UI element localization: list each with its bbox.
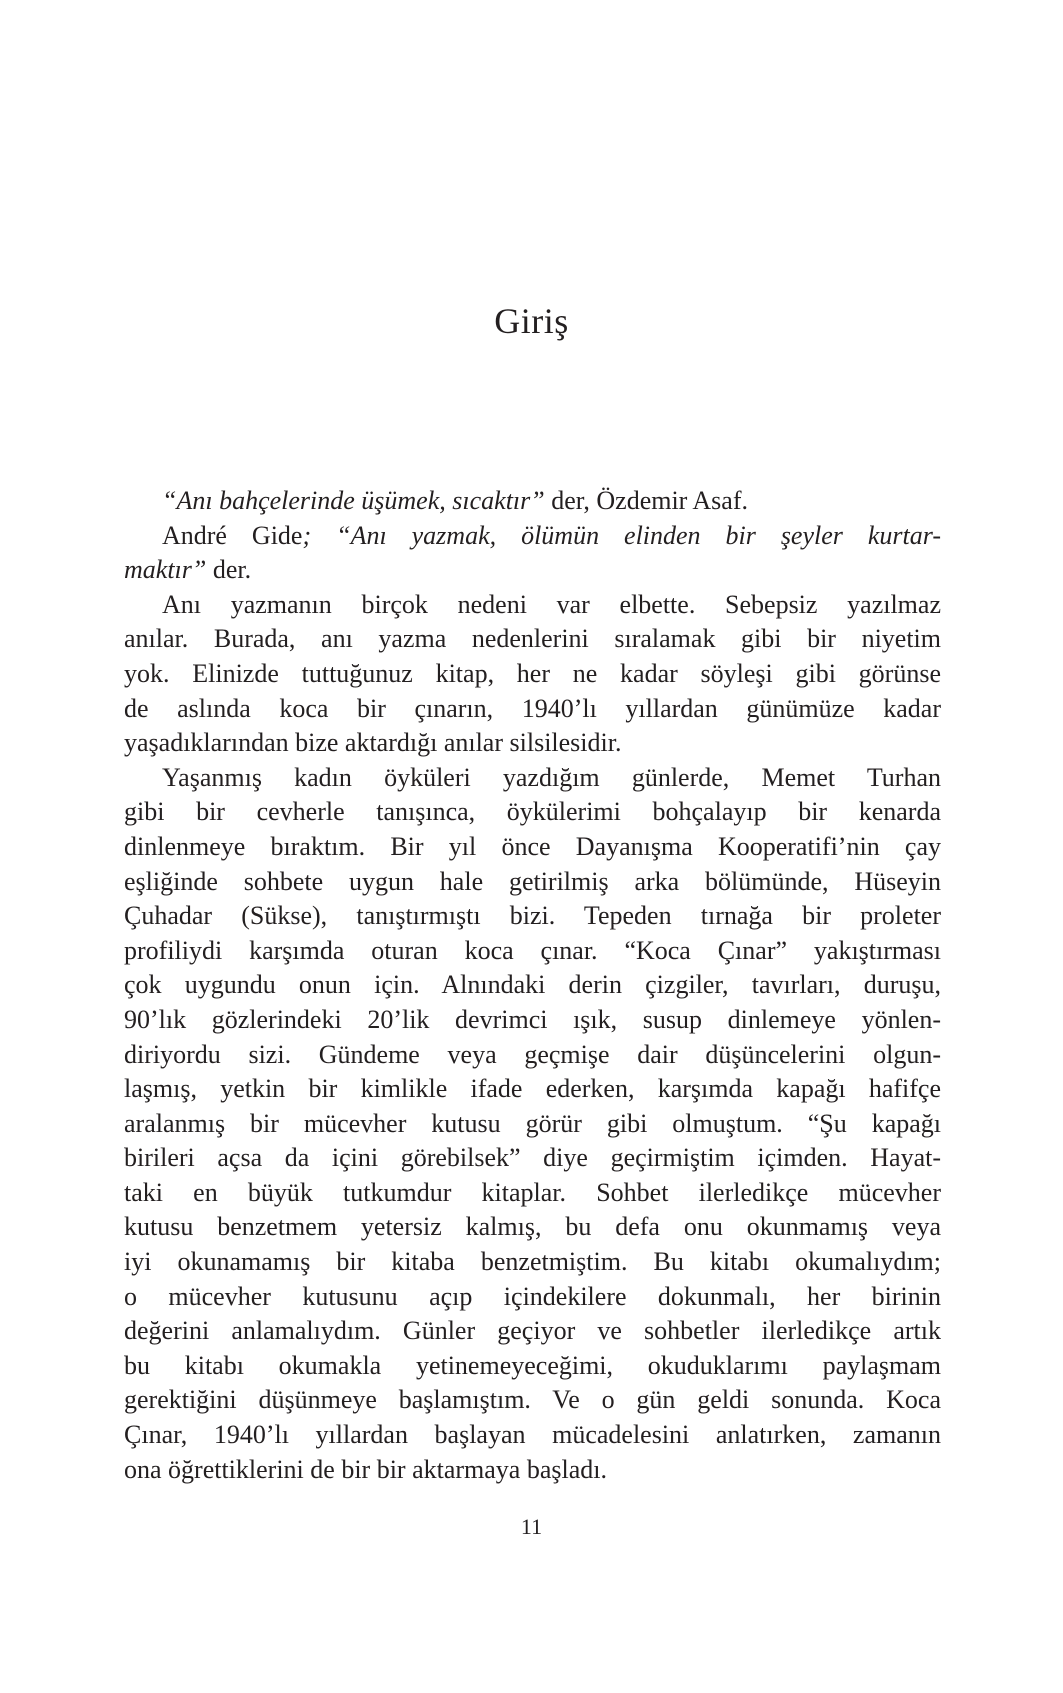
text-line	[124, 1245, 941, 1280]
italic-text: maktır”	[124, 555, 207, 585]
text-run: de aslında koca bir çınarın, 1940’lı yıllardan günümüze kadar	[124, 693, 941, 723]
text-run: Anı yazmanın birçok nedeni var elbette. Sebepsiz yazılmaz	[162, 589, 941, 619]
text-run: değerini anlamalıydım. Günler geçiyor ve sohbetler ilerledikçe artık	[124, 1316, 941, 1346]
text-line	[124, 622, 941, 657]
italic-text: ; “Anı yazmak, ölümün elinden bir şeyler kurtar-	[302, 520, 941, 550]
text-line	[124, 1349, 941, 1384]
text-run: o mücevher kutusunu açıp içindekilere dokunmalı, her birinin	[124, 1281, 941, 1311]
text-run: iyi okunamamış bir kitaba benzetmiştim. Bu kitabı okumalıydım;	[124, 1247, 941, 1277]
text-line	[124, 657, 941, 692]
text-line	[124, 588, 941, 623]
text-line	[124, 1176, 941, 1211]
text-run: eşliğinde sohbete uygun hale getirilmiş arka bölümünde, Hüseyin	[124, 866, 941, 896]
text-run: aralanmış bir mücevher kutusu görür gibi olmuştum. “Şu kapağı	[124, 1108, 941, 1138]
text-line	[124, 553, 941, 588]
italic-text: “Anı bahçelerinde üşümek, sıcaktır”	[162, 486, 545, 515]
text-line	[124, 1003, 941, 1038]
text-run: Yaşanmış kadın öyküleri yazdığım günlerde, Memet Turhan	[162, 762, 941, 792]
text-run: gerektiğini düşünmeye başlamıştım. Ve o gün geldi sonunda. Koca	[124, 1385, 941, 1415]
page-number: 11	[520, 1514, 543, 1539]
text-line	[124, 830, 941, 865]
text-line	[124, 519, 941, 554]
text-line	[124, 934, 941, 969]
text-run: dinlenmeye bıraktım. Bir yıl önce Dayanışma Kooperatifi’nin çay	[124, 831, 941, 861]
text-run: der.	[206, 555, 252, 585]
text-run: profiliydi karşımda oturan koca çınar. “Koca Çınar” yakıştırması	[124, 935, 941, 965]
text-line	[124, 1072, 941, 1107]
text-line	[124, 1453, 941, 1488]
text-line	[124, 1280, 941, 1315]
text-run: yaşadıklarından bize aktardığı anılar silsilesidir.	[124, 728, 622, 758]
text-line	[124, 968, 941, 1003]
text-run: Çınar, 1940’lı yıllardan başlayan mücadelesini anlatırken, zamanın	[124, 1420, 941, 1450]
text-line	[124, 1141, 941, 1176]
body-text	[124, 484, 941, 1487]
text-line	[124, 1210, 941, 1245]
text-line	[124, 865, 941, 900]
text-run: çok uygundu onun için. Alnındaki derin çizgiler, tavırları, duruşu,	[124, 970, 941, 1000]
text-line	[124, 692, 941, 727]
text-run: diriyordu sizi. Gündeme veya geçmişe dair düşüncelerini olgun-	[124, 1039, 941, 1069]
chapter-title: Giriş	[494, 301, 569, 341]
text-run: birileri açsa da içini görebilsek” diye geçirmiştim içimden. Hayat-	[124, 1143, 941, 1173]
text-run: ona öğrettiklerini de bir bir aktarmaya başladı.	[124, 1454, 607, 1484]
text-run: taki en büyük tutkumdur kitaplar. Sohbet ilerledikçe mücevher	[124, 1177, 941, 1207]
text-run: 90’lık gözlerindeki 20’lik devrimci ışık, susup dinlemeye yönlen-	[124, 1004, 941, 1034]
text-run: bu kitabı okumakla yetinemeyeceğimi, okuduklarımı paylaşmam	[124, 1350, 941, 1380]
text-run: gibi bir cevherle tanışınca, öykülerimi bohçalayıp bir kenarda	[124, 797, 941, 827]
text-line	[124, 1038, 941, 1073]
text-run: laşmış, yetkin bir kimlikle ifade ederken, karşımda kapağı hafifçe	[124, 1074, 941, 1104]
text-line	[124, 761, 941, 796]
text-run: André Gide	[162, 520, 303, 550]
text-line	[124, 1314, 941, 1349]
text-run: kutusu benzetmem yetersiz kalmış, bu defa onu okunmamış veya	[124, 1212, 941, 1242]
text-run: der, Özdemir Asaf.	[544, 486, 748, 515]
text-run: yok. Elinizde tuttuğunuz kitap, her ne kadar söyleşi gibi görünse	[124, 658, 941, 688]
text-line	[124, 726, 941, 761]
text-line	[124, 1107, 941, 1142]
text-run: Çuhadar (Sükse), tanıştırmıştı bizi. Tepeden tırnağa bir proleter	[124, 901, 941, 931]
text-run: anılar. Burada, anı yazma nedenlerini sıralamak gibi bir niyetim	[124, 624, 941, 654]
text-line	[124, 795, 941, 830]
text-line	[124, 484, 941, 519]
text-line	[124, 899, 941, 934]
text-line	[124, 1383, 941, 1418]
text-line	[124, 1418, 941, 1453]
